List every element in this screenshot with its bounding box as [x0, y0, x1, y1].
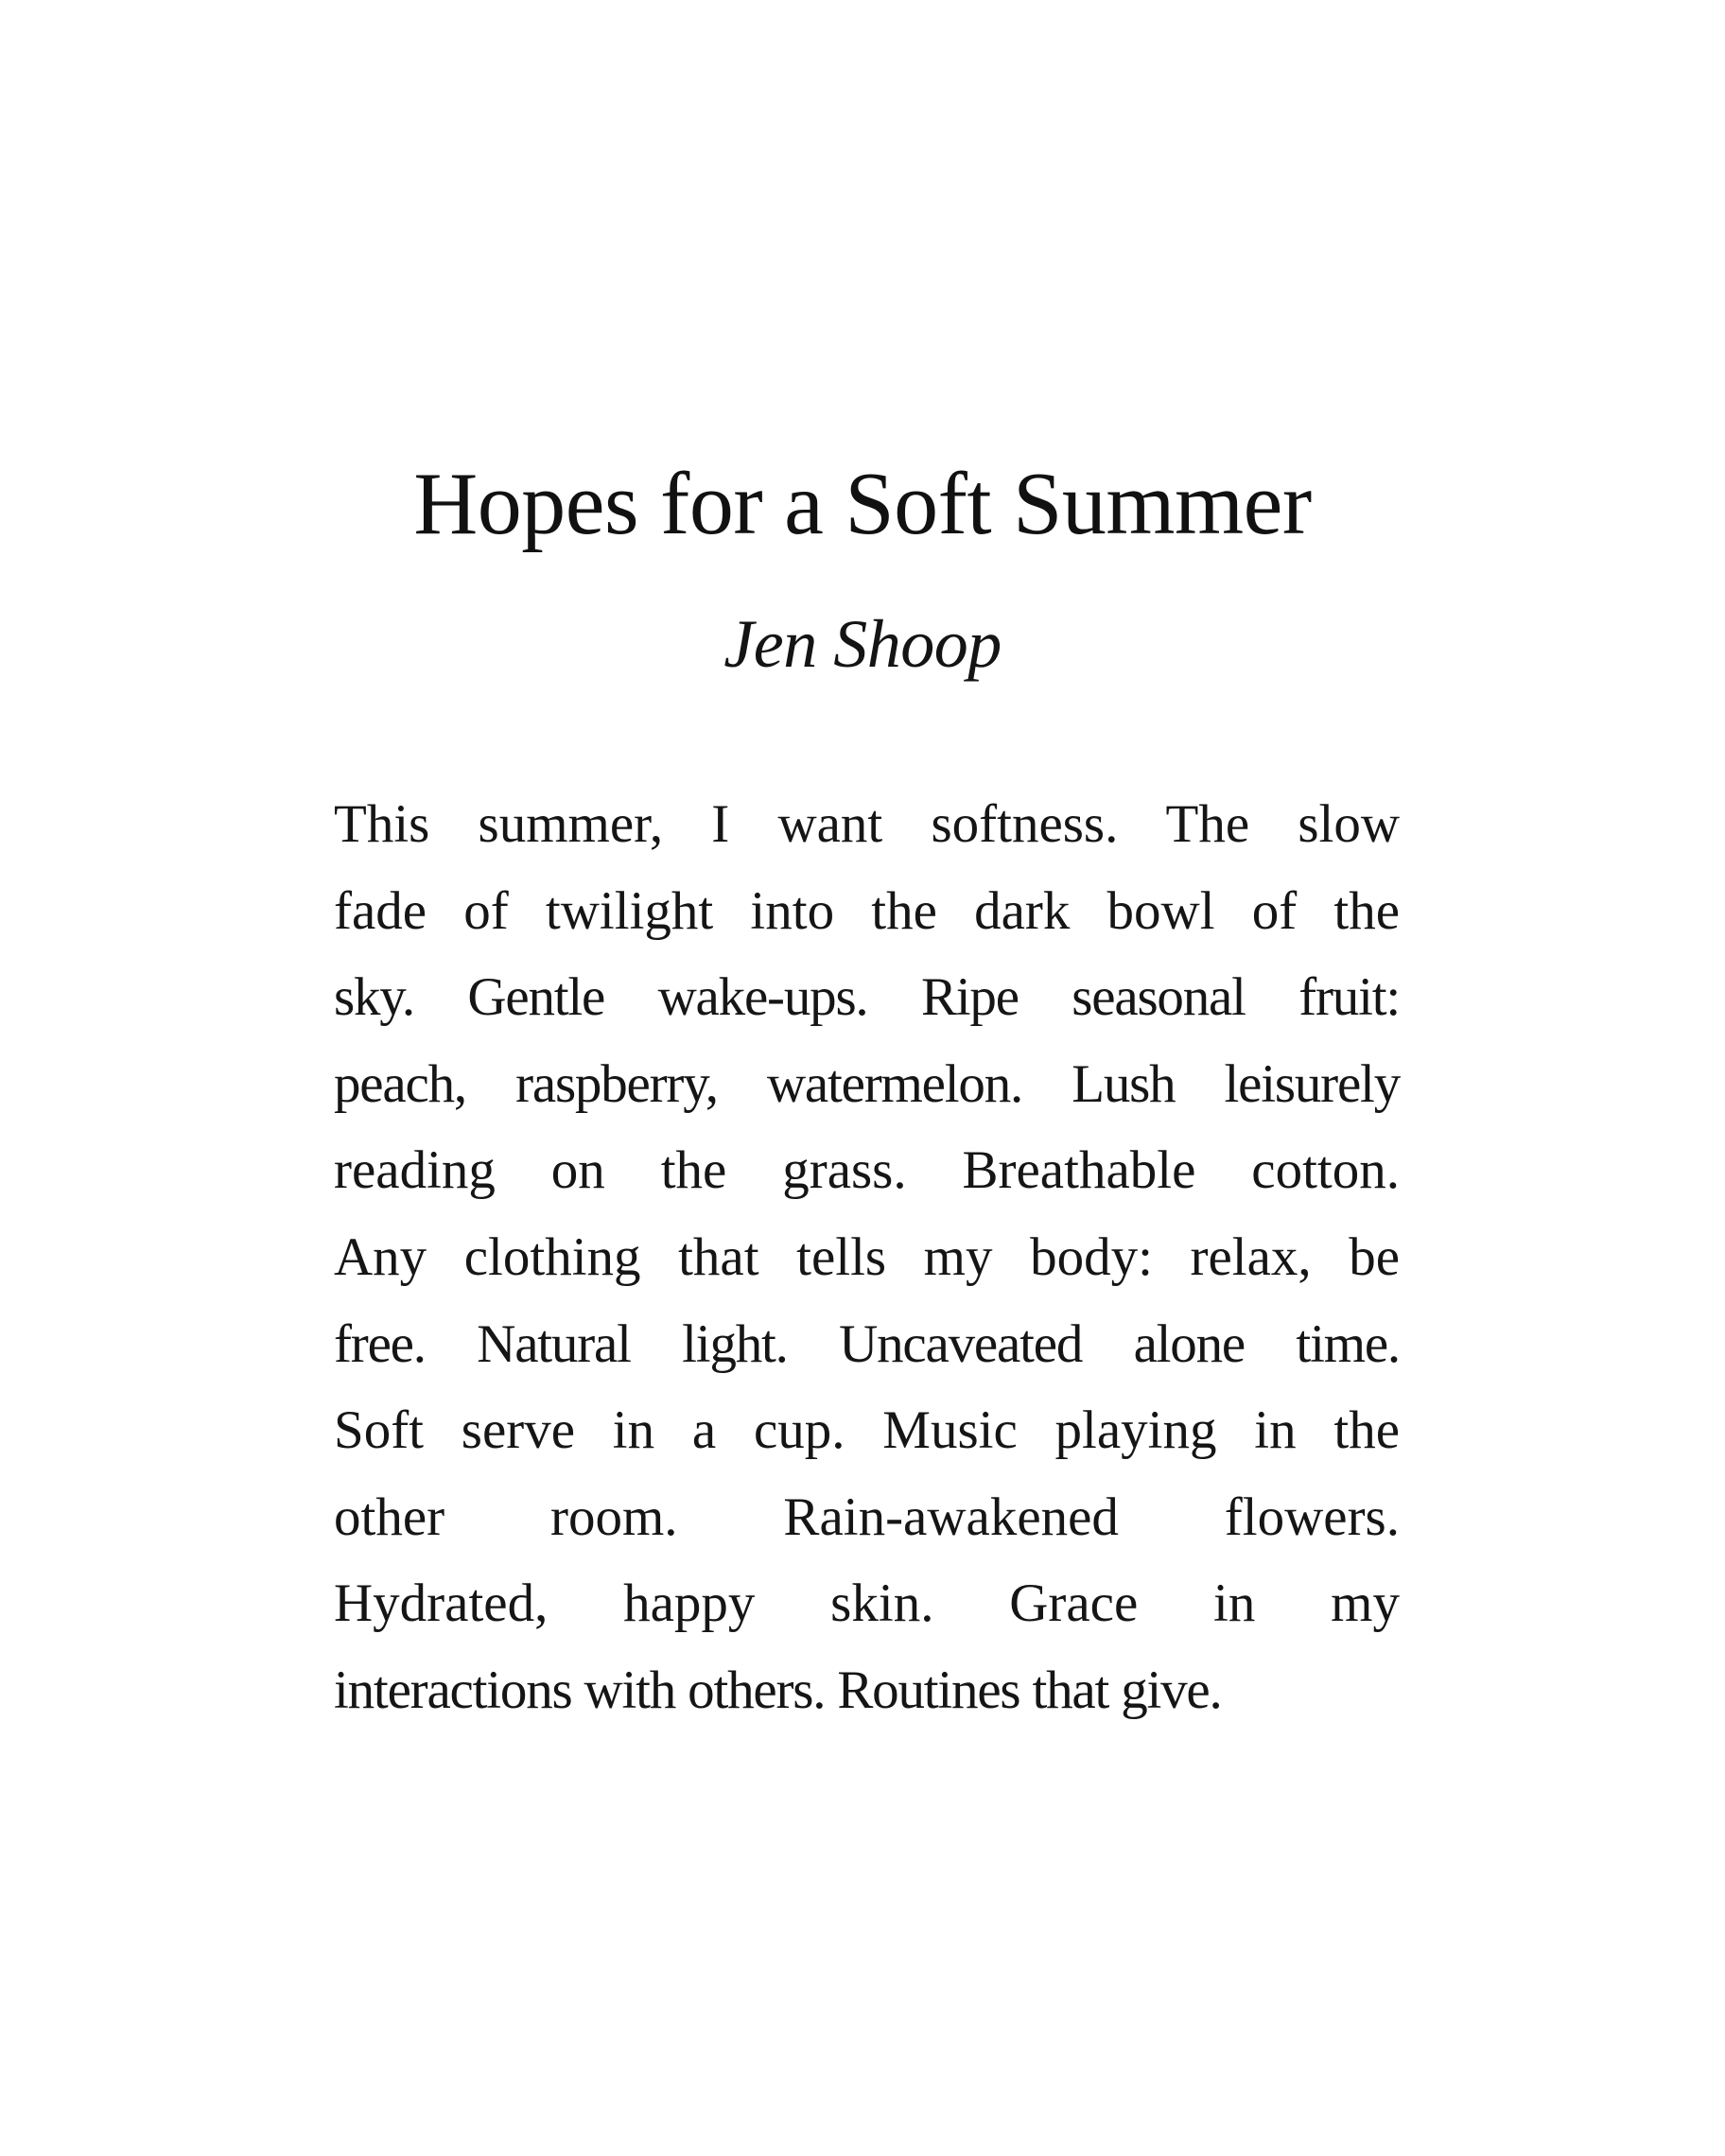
body-line-last: interactions with others. Routines that give. — [334, 1660, 1222, 1720]
body-line: free. Natural light. Uncaveated alone time. — [334, 1313, 1400, 1374]
body-line: reading on the grass. Breathable cotton. — [334, 1140, 1400, 1201]
body-line: This summer, I want softness. The slow — [334, 794, 1400, 854]
body-line: Hydrated, happy skin. Grace in my — [334, 1574, 1400, 1634]
body-line: sky. Gentle wake-ups. Ripe seasonal fruit: — [334, 967, 1400, 1028]
body-line: Soft serve in a cup. Music playing in the — [334, 1400, 1400, 1461]
body-line: fade of twilight into the dark bowl of the — [334, 880, 1400, 941]
author-byline: Jen Shoop — [723, 606, 1002, 682]
body-paragraph — [334, 781, 1400, 1734]
body-line: peach, raspberry, watermelon. Lush leisurely — [334, 1053, 1400, 1114]
body-line: Any clothing that tells my body: relax, be — [334, 1226, 1400, 1287]
body-line: other room. Rain-awakened flowers. — [334, 1487, 1400, 1547]
page-title: Hopes for a Soft Summer — [413, 455, 1312, 553]
